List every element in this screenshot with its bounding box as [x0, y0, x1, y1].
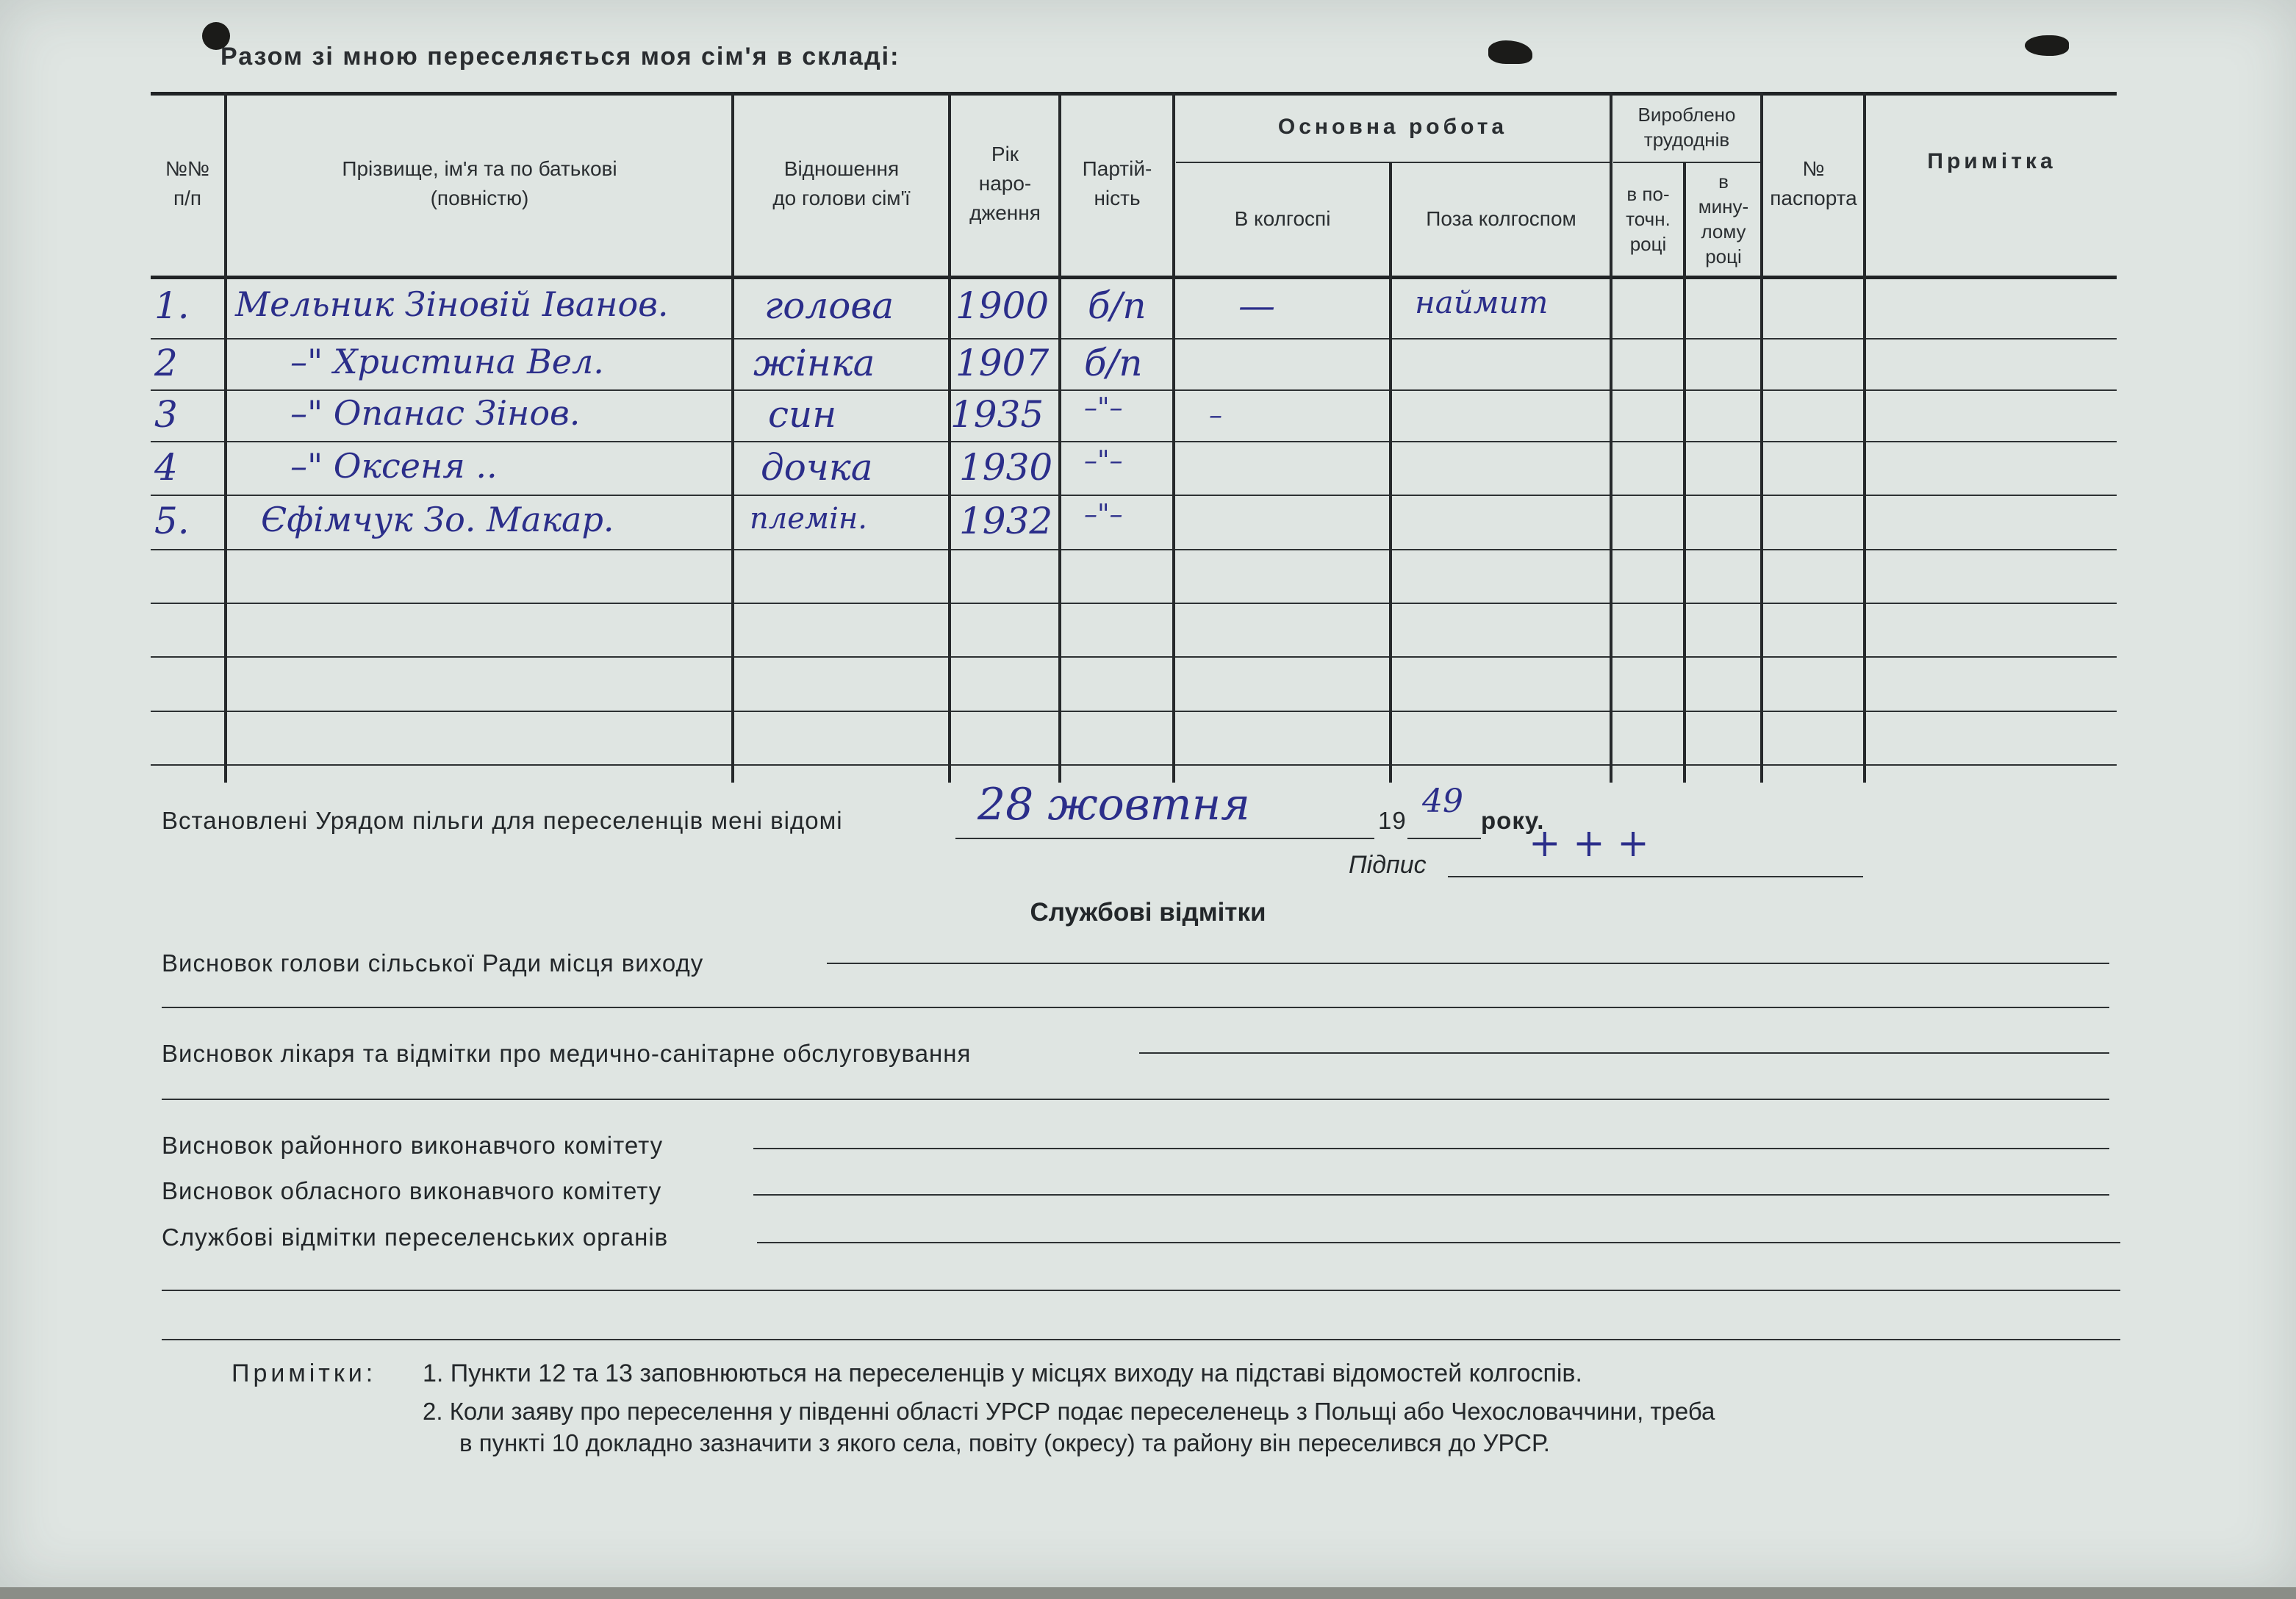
privileges-text: Встановлені Урядом пільги для переселенців мені відомі — [162, 807, 843, 834]
row2-relation: жінка — [753, 342, 875, 384]
row4-year: 1930 — [959, 446, 1053, 489]
note-2b: в пункті 10 докладно зазначити з якого села, повіту (окресу) та району він переселився до УРСР. — [459, 1429, 1550, 1456]
header-work-outside: Поза колгоспом — [1426, 206, 1576, 230]
service-line-2: Висновок лікаря та відмітки про медично-санітарне обслуговування — [162, 1040, 972, 1067]
note-2a: 2. Коли заяву про переселення у південні області УРСР подає переселенець з Польщі або Чехословаччини, треба — [423, 1398, 1715, 1425]
row5-party: –"– — [1084, 500, 1123, 530]
row4-name: –" Оксеня .. — [290, 446, 498, 486]
year-suffix: 49 — [1422, 783, 1463, 820]
row1-num: 1. — [154, 284, 190, 327]
header-relation: Відношення до голови сім'ї — [772, 157, 911, 209]
year-word: року. — [1481, 807, 1545, 834]
header-passport: № паспорта — [1770, 157, 1857, 209]
row5-num: 5. — [154, 500, 190, 542]
header-year: Рік наро- дження — [969, 143, 1041, 224]
intro-text: Разом зі мною переселяється моя сім'я в складі: — [220, 43, 900, 71]
row1-outside: наймит — [1415, 284, 1549, 320]
row5-name: Єфімчук Зо. Макар. — [261, 500, 614, 539]
header-work: Основна робота — [1277, 114, 1508, 139]
header-trudodni: Вироблено трудоднів — [1637, 103, 1736, 151]
row2-name: –" Христина Вел. — [290, 342, 604, 381]
signature-label: Підпис — [1349, 851, 1427, 879]
punch-hole — [2025, 35, 2069, 56]
header-bottom-border — [151, 276, 2117, 279]
service-line-5: Службові відмітки переселенських органів — [162, 1223, 669, 1251]
row3-kolhosp: – — [1209, 400, 1222, 431]
row1-name: Мельник Зіновій Іванов. — [235, 284, 669, 324]
row3-party: –"– — [1084, 393, 1123, 423]
row5-relation: племін. — [750, 502, 867, 536]
service-line-1: Висновок голови сільської Ради місця виходу — [162, 949, 704, 977]
row3-name: –" Опанас Зінов. — [290, 393, 581, 433]
header-trud-past: в мину- лому році — [1698, 170, 1749, 267]
row1-year: 1900 — [955, 284, 1050, 327]
row3-num: 3 — [154, 393, 178, 436]
service-title: Службові відмітки — [1030, 898, 1266, 927]
header-work-kolhosp: В колгоспі — [1234, 206, 1331, 230]
row1-kolhosp: — — [1238, 284, 1275, 327]
row5-year: 1932 — [959, 500, 1053, 542]
service-line-3: Висновок районного виконавчого комітету — [162, 1132, 664, 1159]
header-party: Партій- ність — [1082, 157, 1152, 209]
row2-num: 2 — [154, 342, 178, 384]
signature-marks: + + + — [1529, 822, 1649, 866]
row1-relation: голова — [764, 284, 894, 327]
family-table — [151, 92, 2117, 783]
note-1: 1. Пункти 12 та 13 заповнюються на переселенців у місцях виходу на підставі відомостей колгоспів. — [423, 1359, 1582, 1387]
row2-party: б/п — [1084, 342, 1143, 384]
header-note: Примітка — [1927, 149, 2056, 173]
row4-num: 4 — [154, 446, 178, 489]
service-line-4: Висновок обласного виконавчого комітету — [162, 1177, 662, 1204]
row3-year: 1935 — [950, 393, 1044, 436]
year-century: 19 — [1378, 807, 1407, 834]
notes-label: Примітки: — [232, 1359, 377, 1387]
row2-year: 1907 — [955, 342, 1050, 384]
row3-relation: син — [768, 393, 837, 436]
header-name: Прізвище, ім'я та по батькові (повністю) — [342, 157, 617, 209]
header-num: №№ п/п — [165, 157, 210, 209]
row1-party: б/п — [1088, 284, 1147, 327]
row4-relation: дочка — [761, 446, 873, 489]
row4-party: –"– — [1084, 446, 1123, 476]
header-trud-current: в по- точн. році — [1626, 182, 1671, 255]
punch-hole — [1488, 40, 1532, 64]
privileges-date: 28 жовтня — [977, 779, 1250, 830]
